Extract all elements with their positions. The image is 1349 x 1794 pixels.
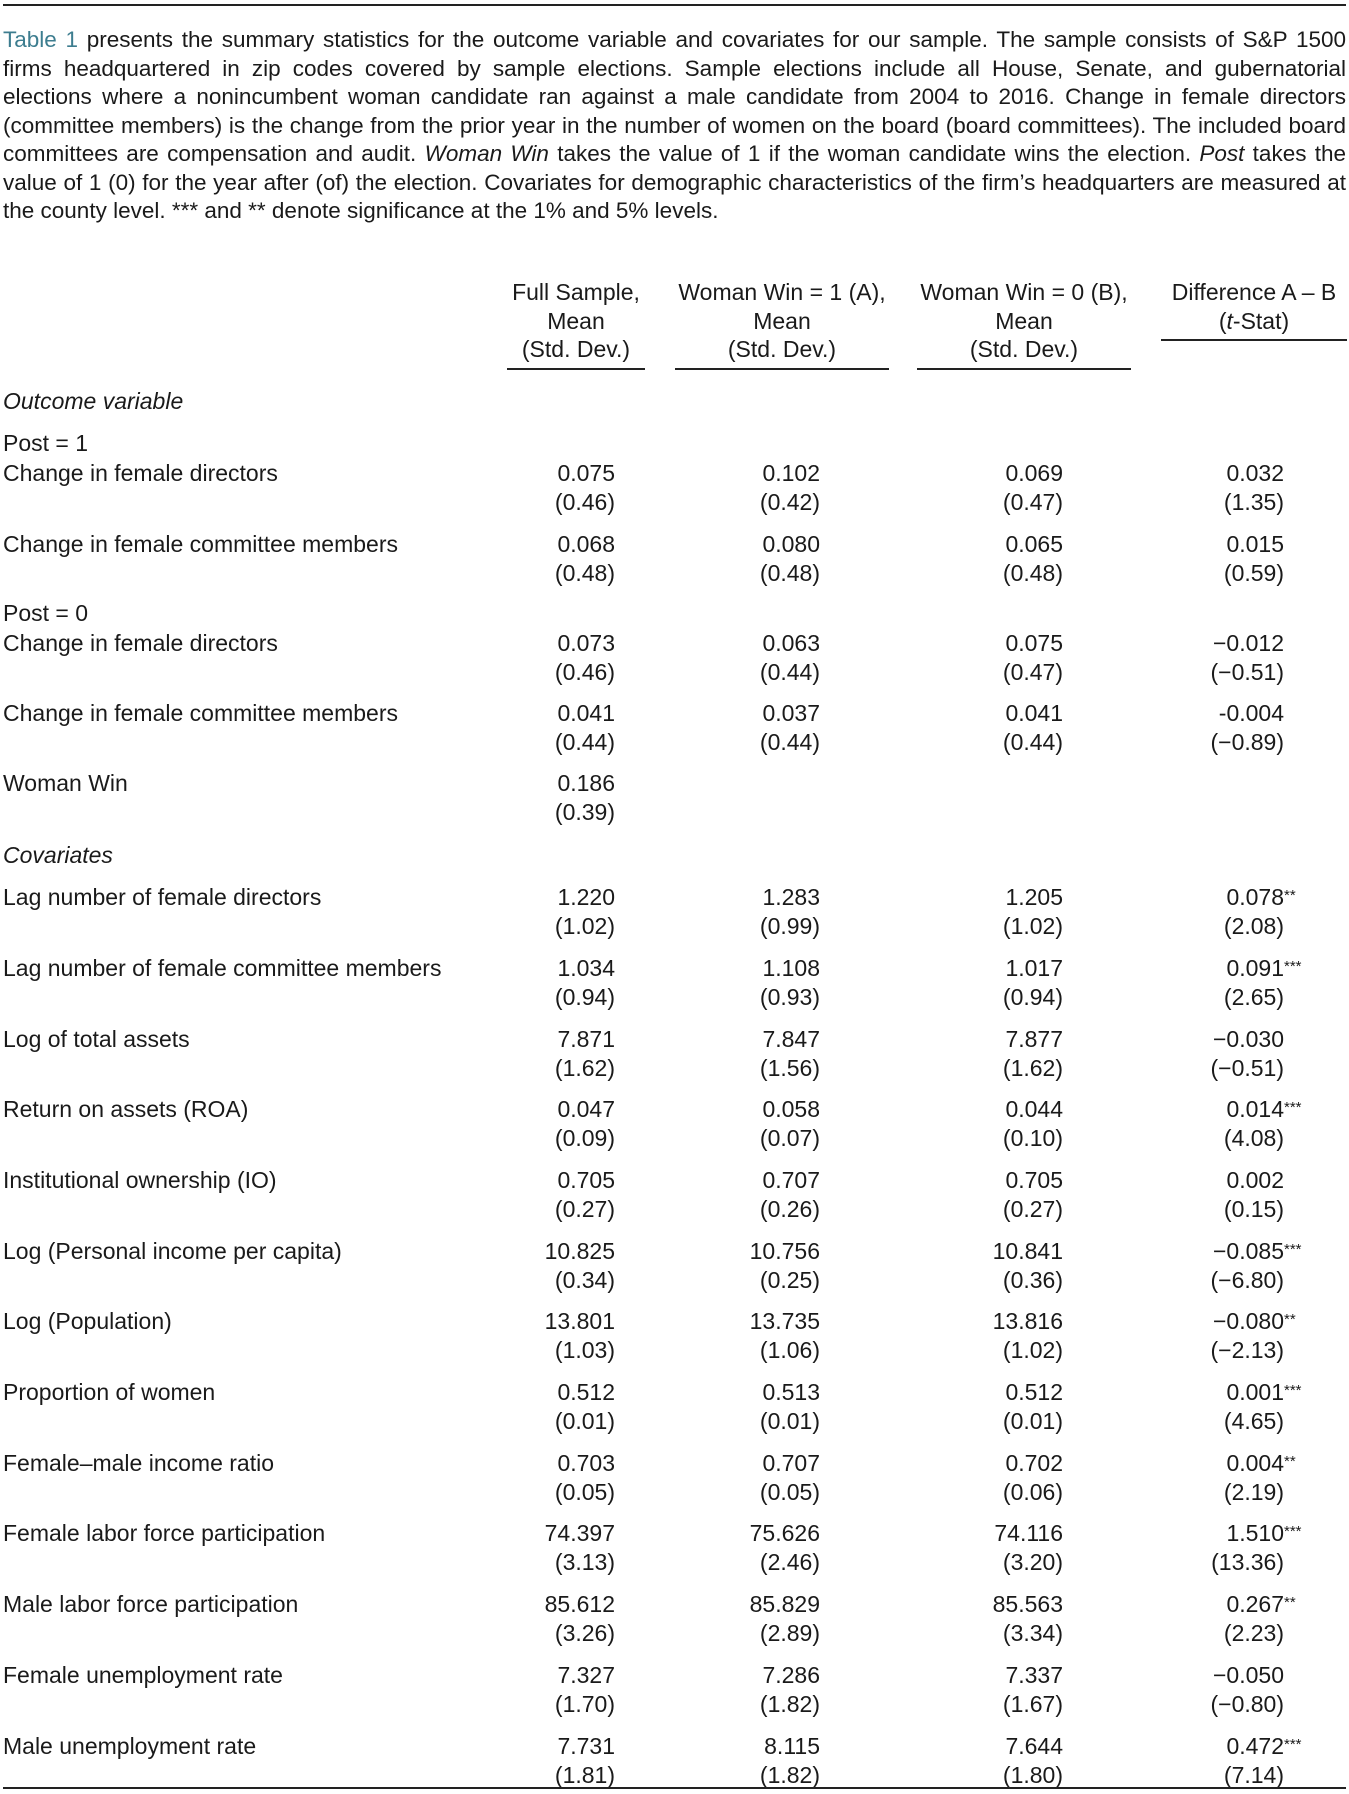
significance-stars: *** xyxy=(1284,1099,1302,1116)
cell-mean: 0.703 xyxy=(557,1450,615,1476)
subsection-post-1: Post = 1 xyxy=(3,430,89,456)
cell-std-dev: (0.36) xyxy=(1002,1267,1063,1293)
cell-std-dev: (0.99) xyxy=(759,913,820,939)
cell-mean: 0.075 xyxy=(557,460,615,486)
row-label: Woman Win xyxy=(3,770,128,796)
cell-std-dev: (0.10) xyxy=(1002,1125,1063,1151)
bottom-rule xyxy=(3,1787,1346,1789)
cell-diff xyxy=(1223,883,1296,941)
cell-std-dev: (1.62) xyxy=(1002,1055,1063,1081)
cell-a xyxy=(760,1166,820,1224)
cell-std-dev: (13.36) xyxy=(1211,1549,1284,1575)
cell-std-dev: (0.44) xyxy=(1002,729,1063,755)
cell-mean: 0.513 xyxy=(762,1379,820,1405)
cell-std-dev: (3.13) xyxy=(554,1549,615,1575)
cell-full xyxy=(555,1378,615,1436)
cell-diff xyxy=(1223,954,1302,1012)
cell-a xyxy=(760,1025,820,1083)
row-label: Lag number of female committee members xyxy=(3,955,442,981)
cell-std-dev: (0.25) xyxy=(759,1267,820,1293)
row-label: Change in female directors xyxy=(3,460,278,486)
cell-std-dev: (1.03) xyxy=(554,1337,615,1363)
cell-mean: 8.115 xyxy=(764,1733,820,1759)
table-link[interactable]: Table 1 xyxy=(3,27,79,52)
cell-std-dev: (2.89) xyxy=(759,1620,820,1646)
cell-mean: 1.283 xyxy=(762,884,820,910)
cell-std-dev: (1.80) xyxy=(1002,1762,1063,1788)
cell-std-dev: (2.65) xyxy=(1223,984,1284,1010)
caption-text-1: presents the summary statistics for the outcome variable and covariates for our sample. The sample consists of S&P 1500 firms headquartered in zip codes covered by sample elections. Sample elections include all House, Senate, and gubernatorial elections where a nonincumbent woman candidate ran against a male candidate from 2004 to 2016. Change in female directors (committee members) is the change from the prior year in the number of women on the board (board committees). The included board committees are compensation and audit. xyxy=(3,27,1346,166)
col-header-line-1: Woman Win = 1 (A), xyxy=(678,279,886,305)
cell-std-dev: (0.27) xyxy=(1002,1196,1063,1222)
cell-b xyxy=(1003,459,1063,517)
cell-mean: 7.286 xyxy=(762,1662,820,1688)
cell-full xyxy=(545,1519,615,1577)
cell-a xyxy=(750,1307,820,1365)
cell-std-dev: (0.05) xyxy=(759,1479,820,1505)
cell-diff xyxy=(1211,1519,1302,1577)
cell-a xyxy=(750,1237,820,1295)
cell-mean: 7.871 xyxy=(557,1026,615,1052)
caption-text-2: takes the value of 1 if the woman candidate wins the election. xyxy=(548,141,1200,166)
cell-b xyxy=(994,1519,1063,1577)
cell-std-dev: (0.46) xyxy=(554,489,615,515)
cell-full xyxy=(555,769,615,827)
cell-b xyxy=(1003,629,1063,687)
cell-std-dev: (2.46) xyxy=(759,1549,820,1575)
cell-mean: 0.512 xyxy=(557,1379,615,1405)
cell-std-dev: (1.35) xyxy=(1223,489,1284,515)
row-label: Lag number of female directors xyxy=(3,884,322,910)
cell-std-dev: (0.26) xyxy=(759,1196,820,1222)
significance-stars: ** xyxy=(1284,1311,1296,1328)
cell-std-dev: (2.19) xyxy=(1223,1479,1284,1505)
cell-mean: 7.644 xyxy=(1005,1733,1063,1759)
cell-mean: 10.756 xyxy=(749,1238,820,1264)
cell-std-dev: (0.34) xyxy=(554,1267,615,1293)
cell-full xyxy=(555,459,615,517)
cell-mean: 0.075 xyxy=(1005,630,1063,656)
caption-post: Post xyxy=(1199,141,1245,166)
cell-std-dev: (3.20) xyxy=(1002,1549,1063,1575)
cell-mean: −0.085 *** xyxy=(1210,1237,1284,1266)
cell-a xyxy=(750,1519,820,1577)
cell-full xyxy=(555,699,615,757)
cell-std-dev: (1.82) xyxy=(759,1762,820,1788)
cell-mean: 0.063 xyxy=(762,630,820,656)
cell-std-dev: (−0.89) xyxy=(1210,729,1284,755)
cell-mean: 0.702 xyxy=(1005,1450,1063,1476)
cell-a xyxy=(750,1590,820,1648)
cell-a xyxy=(760,459,820,517)
cell-std-dev: (4.65) xyxy=(1223,1408,1284,1434)
cell-std-dev: (−0.80) xyxy=(1210,1691,1284,1717)
cell-mean: 0.705 xyxy=(557,1167,615,1193)
row-label: Female labor force participation xyxy=(3,1520,326,1546)
col-header-line-1: Full Sample, xyxy=(512,279,640,305)
significance-stars: *** xyxy=(1284,1241,1302,1258)
cell-mean: 0.069 xyxy=(1005,460,1063,486)
cell-mean: 0.004 ** xyxy=(1224,1449,1284,1478)
cell-b xyxy=(1003,1661,1063,1719)
cell-std-dev: (3.26) xyxy=(554,1620,615,1646)
cell-std-dev: (0.01) xyxy=(759,1408,820,1434)
cell-mean: 1.034 xyxy=(557,955,615,981)
cell-mean: −0.030 xyxy=(1213,1026,1284,1052)
cell-mean: 74.116 xyxy=(994,1520,1063,1546)
cell-std-dev: (0.47) xyxy=(1002,489,1063,515)
cell-std-dev: (0.09) xyxy=(554,1125,615,1151)
cell-mean: 7.327 xyxy=(557,1662,615,1688)
cell-mean: 13.735 xyxy=(749,1308,820,1334)
col-header-line-2: Difference A – B xyxy=(1171,279,1337,305)
cell-std-dev: (0.44) xyxy=(759,729,820,755)
cell-mean: 7.847 xyxy=(762,1026,820,1052)
cell-mean: 0.001 *** xyxy=(1224,1378,1284,1407)
cell-b xyxy=(1003,1025,1063,1083)
cell-mean: 0.073 xyxy=(557,630,615,656)
cell-std-dev: (1.56) xyxy=(759,1055,820,1081)
cell-std-dev: (1.67) xyxy=(1002,1691,1063,1717)
significance-stars: ** xyxy=(1284,1453,1296,1470)
cell-full xyxy=(555,954,615,1012)
cell-std-dev: (0.42) xyxy=(759,489,820,515)
cell-mean: 13.801 xyxy=(544,1308,615,1334)
cell-std-dev: (2.08) xyxy=(1223,913,1284,939)
cell-b xyxy=(993,1237,1063,1295)
cell-full xyxy=(555,629,615,687)
cell-mean: -0.004 xyxy=(1218,700,1284,726)
row-label: Institutional ownership (IO) xyxy=(3,1167,277,1193)
cell-full xyxy=(555,530,615,588)
cell-full xyxy=(555,1732,615,1790)
significance-stars: *** xyxy=(1284,1523,1302,1540)
cell-mean: 0.065 xyxy=(1005,531,1063,557)
cell-std-dev: (0.48) xyxy=(759,560,820,586)
cell-diff xyxy=(1210,1661,1284,1719)
row-label: Return on assets (ROA) xyxy=(3,1096,249,1122)
cell-mean: 1.220 xyxy=(557,884,615,910)
cell-diff xyxy=(1210,1237,1302,1295)
cell-std-dev: (0.48) xyxy=(1002,560,1063,586)
cell-mean: 0.037 xyxy=(762,700,820,726)
col-header-line-3: (Std. Dev.) xyxy=(727,336,837,362)
cell-mean: −0.050 xyxy=(1213,1662,1284,1688)
cell-std-dev: (0.44) xyxy=(759,659,820,685)
significance-stars: *** xyxy=(1284,958,1302,975)
cell-b xyxy=(1003,883,1063,941)
cell-mean: 0.267 ** xyxy=(1224,1590,1284,1619)
row-label: Log of total assets xyxy=(3,1026,190,1052)
cell-full xyxy=(545,1590,615,1648)
cell-std-dev: (0.59) xyxy=(1223,560,1284,586)
cell-std-dev: (3.34) xyxy=(1002,1620,1063,1646)
cell-full xyxy=(545,1307,615,1365)
cell-full xyxy=(555,1025,615,1083)
cell-std-dev: (0.39) xyxy=(554,799,615,825)
cell-mean: 0.707 xyxy=(762,1450,820,1476)
cell-b xyxy=(1003,699,1063,757)
cell-mean: 85.563 xyxy=(992,1591,1063,1617)
row-label: Change in female committee members xyxy=(3,700,398,726)
cell-diff xyxy=(1210,629,1284,687)
cell-mean: 7.731 xyxy=(557,1733,615,1759)
cell-std-dev: (0.47) xyxy=(1002,659,1063,685)
row-label: Change in female directors xyxy=(3,630,278,656)
caption-text-3: takes the value of 1 (0) for the year after (of) the election. Covariates for demographic characteristics of the firm’s headquarters are measured at the county level. *** and ** denote significance at the 1% and 5% levels. xyxy=(3,141,1347,223)
cell-std-dev: (1.02) xyxy=(554,913,615,939)
significance-stars: ** xyxy=(1284,1594,1296,1611)
cell-std-dev: (0.01) xyxy=(554,1408,615,1434)
col-header-line-3: (t-Stat) xyxy=(1218,307,1290,334)
cell-full xyxy=(555,1661,615,1719)
row-label: Change in female committee members xyxy=(3,531,398,557)
row-label: Male unemployment rate xyxy=(3,1733,257,1759)
cell-mean: 0.032 xyxy=(1226,460,1284,486)
col-header-line-3: (Std. Dev.) xyxy=(521,336,631,362)
col-header-line-1: Woman Win = 0 (B), xyxy=(920,279,1128,305)
cell-full xyxy=(545,1237,615,1295)
cell-mean: 85.612 xyxy=(544,1591,615,1617)
cell-a xyxy=(760,883,820,941)
cell-mean: −0.080 ** xyxy=(1210,1307,1284,1336)
significance-stars: ** xyxy=(1284,887,1296,904)
cell-mean: 0.472 *** xyxy=(1224,1732,1284,1761)
cell-mean: 0.044 xyxy=(1005,1096,1063,1122)
cell-mean: 75.626 xyxy=(749,1520,820,1546)
cell-mean: 0.080 xyxy=(762,531,820,557)
cell-std-dev: (−2.13) xyxy=(1210,1337,1284,1363)
subsection-post-0: Post = 0 xyxy=(3,600,89,626)
cell-std-dev: (0.44) xyxy=(554,729,615,755)
cell-mean: 0.102 xyxy=(762,460,820,486)
cell-std-dev: (0.15) xyxy=(1223,1196,1284,1222)
cell-diff xyxy=(1224,530,1284,588)
cell-diff xyxy=(1223,1590,1296,1648)
cell-std-dev: (1.02) xyxy=(1002,1337,1063,1363)
cell-mean: 0.002 xyxy=(1226,1167,1284,1193)
col-header-line-3: (Std. Dev.) xyxy=(969,336,1079,362)
cell-b xyxy=(993,1307,1063,1365)
cell-mean: 0.041 xyxy=(557,700,615,726)
cell-std-dev: (−6.80) xyxy=(1210,1267,1284,1293)
cell-full xyxy=(555,1449,615,1507)
cell-std-dev: (1.06) xyxy=(759,1337,820,1363)
cell-a xyxy=(760,699,820,757)
cell-b xyxy=(1003,1732,1063,1790)
cell-std-dev: (0.94) xyxy=(554,984,615,1010)
cell-a xyxy=(760,1449,820,1507)
cell-mean: 0.091 *** xyxy=(1224,954,1284,983)
cell-mean: 7.337 xyxy=(1005,1662,1063,1688)
cell-mean: −0.012 xyxy=(1213,630,1284,656)
cell-mean: 7.877 xyxy=(1005,1026,1063,1052)
cell-std-dev: (0.48) xyxy=(554,560,615,586)
row-label: Proportion of women xyxy=(3,1379,216,1405)
cell-mean: 0.705 xyxy=(1005,1167,1063,1193)
cell-mean: 0.058 xyxy=(762,1096,820,1122)
cell-mean: 0.015 xyxy=(1226,531,1284,557)
cell-b xyxy=(1003,530,1063,588)
section-covariates: Covariates xyxy=(3,842,113,868)
cell-mean: 0.707 xyxy=(762,1167,820,1193)
cell-std-dev: (0.01) xyxy=(1002,1408,1063,1434)
cell-b xyxy=(1003,1449,1063,1507)
cell-mean: 0.186 xyxy=(557,770,615,796)
cell-std-dev: (0.94) xyxy=(1002,984,1063,1010)
cell-diff xyxy=(1210,1307,1296,1365)
cell-diff xyxy=(1223,1732,1302,1790)
cell-mean: 10.841 xyxy=(992,1238,1063,1264)
cell-a xyxy=(760,1095,820,1153)
cell-mean: 0.014 *** xyxy=(1224,1095,1284,1124)
cell-b xyxy=(1003,954,1063,1012)
cell-std-dev: (−0.51) xyxy=(1210,1055,1284,1081)
cell-mean: 0.047 xyxy=(557,1096,615,1122)
cell-mean: 74.397 xyxy=(544,1520,615,1546)
cell-b xyxy=(1003,1166,1063,1224)
cell-std-dev: (0.06) xyxy=(1002,1479,1063,1505)
cell-mean: 1.017 xyxy=(1005,955,1063,981)
row-label: Female–male income ratio xyxy=(3,1450,275,1476)
col-header-line-2: Mean xyxy=(547,307,605,334)
caption-woman-win: Woman Win xyxy=(424,141,549,166)
cell-std-dev: (1.81) xyxy=(554,1762,615,1788)
section-outcome-variable: Outcome variable xyxy=(3,388,184,414)
cell-mean: 0.068 xyxy=(557,531,615,557)
cell-diff xyxy=(1223,1449,1296,1507)
cell-mean: 0.512 xyxy=(1005,1379,1063,1405)
cell-b xyxy=(993,1590,1063,1648)
cell-a xyxy=(760,1732,820,1790)
cell-std-dev: (1.02) xyxy=(1002,913,1063,939)
cell-diff xyxy=(1210,1025,1284,1083)
cell-mean: 85.829 xyxy=(749,1591,820,1617)
cell-std-dev: (2.23) xyxy=(1223,1620,1284,1646)
cell-a xyxy=(760,1378,820,1436)
row-label: Male labor force participation xyxy=(3,1591,299,1617)
cell-diff xyxy=(1223,1378,1302,1436)
cell-std-dev: (0.05) xyxy=(554,1479,615,1505)
row-label: Log (Personal income per capita) xyxy=(3,1238,342,1264)
cell-std-dev: (7.14) xyxy=(1223,1762,1284,1788)
cell-b xyxy=(1003,1095,1063,1153)
cell-full xyxy=(555,883,615,941)
cell-a xyxy=(760,629,820,687)
cell-std-dev: (1.82) xyxy=(759,1691,820,1717)
cell-mean: 1.205 xyxy=(1005,884,1063,910)
cell-full xyxy=(555,1095,615,1153)
cell-mean: 0.041 xyxy=(1005,700,1063,726)
cell-mean: 13.816 xyxy=(992,1308,1063,1334)
col-header-line-2: Mean xyxy=(753,307,811,334)
cell-std-dev: (4.08) xyxy=(1223,1125,1284,1151)
cell-mean: 1.510 *** xyxy=(1211,1519,1284,1548)
row-label: Log (Population) xyxy=(3,1308,172,1334)
cell-std-dev: (0.93) xyxy=(759,984,820,1010)
cell-mean: 10.825 xyxy=(544,1238,615,1264)
col-header-line-2: Mean xyxy=(995,307,1053,334)
cell-std-dev: (−0.51) xyxy=(1210,659,1284,685)
cell-full xyxy=(555,1166,615,1224)
cell-std-dev: (0.46) xyxy=(554,659,615,685)
row-label: Female unemployment rate xyxy=(3,1662,283,1688)
cell-a xyxy=(760,530,820,588)
cell-diff xyxy=(1224,459,1284,517)
cell-mean: 0.078 ** xyxy=(1224,883,1284,912)
cell-a xyxy=(760,954,820,1012)
cell-diff xyxy=(1210,699,1284,757)
cell-std-dev: (0.07) xyxy=(759,1125,820,1151)
significance-stars: *** xyxy=(1284,1736,1302,1753)
cell-a xyxy=(760,1661,820,1719)
cell-mean: 1.108 xyxy=(762,955,820,981)
cell-diff xyxy=(1223,1095,1302,1153)
cell-std-dev: (1.62) xyxy=(554,1055,615,1081)
significance-stars: *** xyxy=(1284,1382,1302,1399)
cell-std-dev: (0.27) xyxy=(554,1196,615,1222)
cell-diff xyxy=(1224,1166,1284,1224)
cell-b xyxy=(1003,1378,1063,1436)
cell-std-dev: (1.70) xyxy=(554,1691,615,1717)
